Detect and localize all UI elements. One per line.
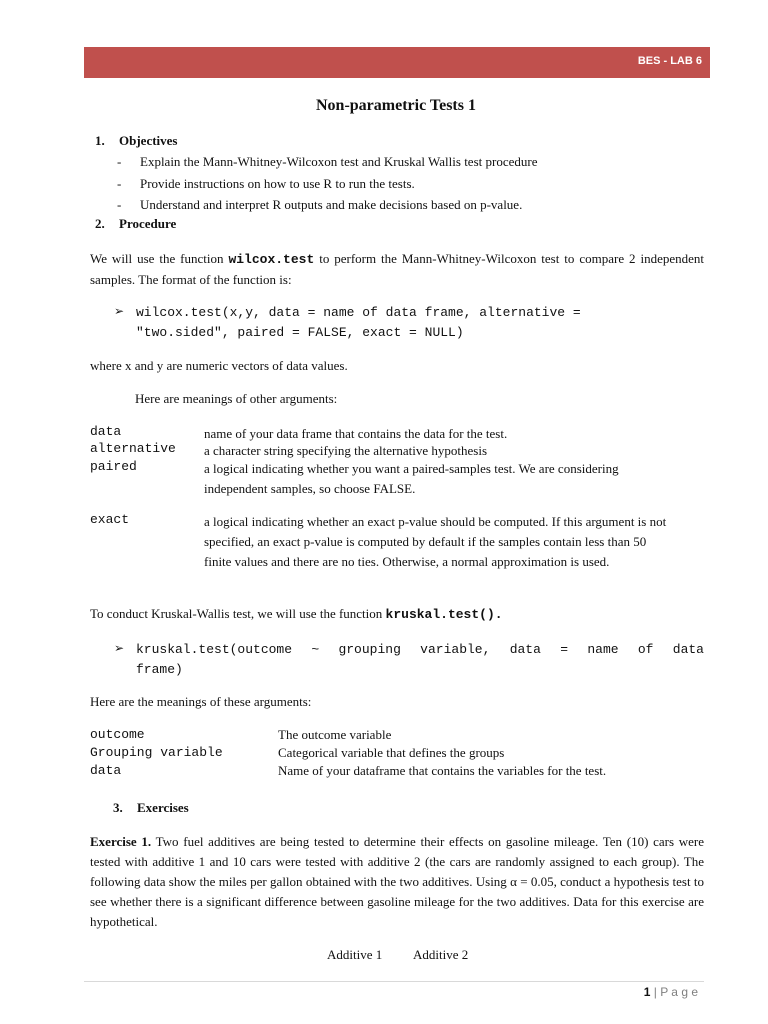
- objectives-heading: [95, 133, 177, 149]
- objective-item: - Understand and interpret R outputs and make decisions based on p-value.: [117, 197, 523, 212]
- arg-desc: name of your data frame that contains the data for the test.: [204, 426, 508, 441]
- objectives-number: 1.: [95, 133, 105, 148]
- objective-item: - Explain the Mann-Whitney-Wilcoxon test and Kruskal Wallis test procedure: [117, 154, 538, 169]
- arg-desc: a character string specifying the alternative hypothesis: [204, 443, 488, 458]
- exercise-1-label: Exercise 1.: [90, 834, 152, 849]
- kruskal-code: kruskal.test().: [385, 607, 503, 622]
- kruskal-arg-name: data: [90, 763, 122, 778]
- kruskal-usage-line2: frame): [136, 662, 183, 677]
- header-label: BES - LAB 6: [637, 55, 702, 67]
- kruskal-arg-desc: The outcome variable: [278, 727, 392, 742]
- objectives-title: Objectives: [119, 133, 178, 148]
- table-header-additive-1: Additive 1: [327, 947, 383, 962]
- objective-item: - Provide instructions on how to use R to run the tests.: [117, 176, 415, 191]
- exercise-1-text: Exercise 1. Two fuel additives are being tested to determine their effects on gasoline mileage. Ten (10) cars were tested with additive 1 and 10 cars were tested with additive 2 (the cars are randomly assigned to each group). The following data show the miles per gallon obtained with the two additives. Using α = 0.05, conduct a hypothesis test to see whether there is a significant difference between gasoline mileage for the two additives. Data for this exercise are hypothetical.: [90, 834, 705, 929]
- arrow-bullet-icon: ➢: [114, 304, 125, 318]
- meanings-text: Here are meanings of other arguments:: [135, 391, 338, 406]
- where-text: where x and y are numeric vectors of data values.: [90, 358, 348, 373]
- exercises-heading: [113, 800, 189, 816]
- procedure-intro: We will use the function wilcox.test to perform the Mann-Whitney-Wilcoxon test to compare 2 independent samples. The format of the function is:: [90, 251, 704, 287]
- arg-name: data: [90, 424, 122, 439]
- kruskal-usage-line1: kruskal.test(outcome ~ grouping variable, data = name of data: [136, 642, 704, 657]
- page-title: Non-parametric Tests 1: [316, 97, 476, 114]
- kruskal-arg-desc: Name of your dataframe that contains the variables for the test.: [278, 763, 607, 778]
- procedure-number: 2.: [95, 216, 105, 231]
- page-number: 1: [643, 985, 651, 999]
- page-footer: 1 | P a g e: [643, 985, 698, 999]
- arg-name: alternative: [90, 441, 176, 456]
- kruskal-arg-desc: Categorical variable that defines the groups: [278, 745, 505, 760]
- wilcox-usage-line2: "two.sided", paired = FALSE, exact = NULL): [136, 325, 464, 340]
- wilcox-usage-line1: wilcox.test(x,y, data = name of data frame, alternative =: [136, 305, 581, 320]
- kruskal-arg-name: outcome: [90, 727, 145, 742]
- procedure-title: Procedure: [119, 216, 177, 231]
- header-bar: [84, 47, 710, 78]
- exercises-title: Exercises: [137, 800, 189, 815]
- kruskal-meanings-text: Here are the meanings of these arguments:: [90, 694, 312, 709]
- exercises-number: 3.: [113, 800, 123, 815]
- arg-name: paired: [90, 459, 137, 474]
- procedure-heading: [95, 216, 176, 232]
- arg-desc: a logical indicating whether you want a paired-samples test. We are considering independent samples, so choose FALSE.: [204, 461, 619, 496]
- arg-desc: a logical indicating whether an exact p-value should be computed. If this argument is not specified, an exact p-value is computed by default if the samples contain less than 50 finite values and there are no ties. Otherwise, a normal approximation is used.: [204, 514, 667, 569]
- arg-name: exact: [90, 512, 130, 527]
- footer-divider: [84, 981, 704, 982]
- wilcox-code: wilcox.test: [228, 252, 315, 267]
- kruskal-arg-name: Grouping variable: [90, 745, 223, 760]
- kruskal-intro: To conduct Kruskal-Wallis test, we will use the function kruskal.test().: [90, 606, 503, 622]
- arrow-bullet-icon: ➢: [114, 641, 125, 655]
- table-header-additive-2: Additive 2: [413, 947, 469, 962]
- page-label: P a g e: [660, 985, 698, 999]
